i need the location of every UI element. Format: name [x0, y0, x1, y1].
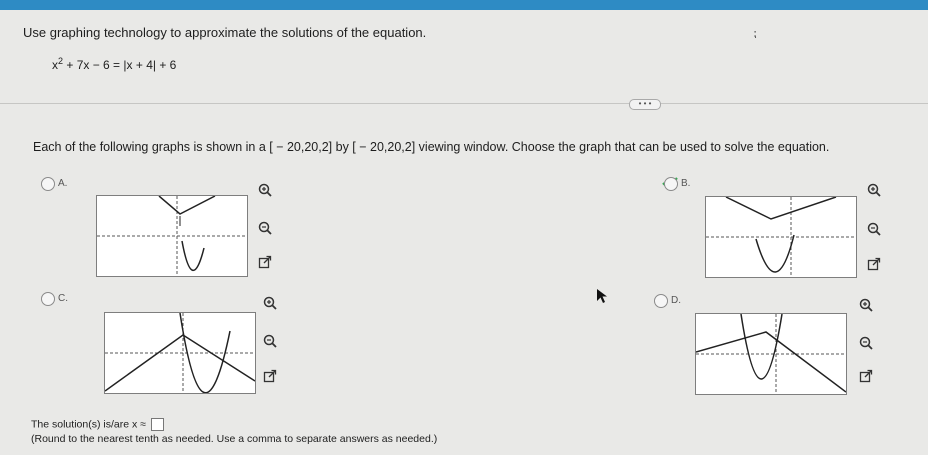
- option-a-radio[interactable]: [41, 177, 55, 191]
- graph-a-svg: [97, 196, 247, 276]
- zoom-out-icon[interactable]: [866, 221, 882, 237]
- graph-c-svg: [105, 313, 255, 393]
- option-c-graph[interactable]: [104, 312, 256, 394]
- mouse-pointer-icon: [596, 288, 608, 309]
- option-c-label: C.: [58, 293, 68, 304]
- absolute-value-curve: [696, 332, 846, 392]
- answer-input[interactable]: [151, 418, 164, 431]
- graph-b-svg: [706, 197, 856, 277]
- equation: [52, 56, 176, 72]
- more-button[interactable]: • • •: [629, 99, 661, 110]
- option-d-radio[interactable]: [654, 294, 668, 308]
- option-d-graph[interactable]: [695, 313, 847, 395]
- option-a-graph[interactable]: [96, 195, 248, 277]
- zoom-out-icon[interactable]: [858, 335, 874, 351]
- zoom-out-icon[interactable]: [257, 220, 273, 236]
- option-b-label: B.: [681, 178, 691, 189]
- absolute-value-curve: [159, 196, 215, 214]
- external-link-icon[interactable]: [262, 368, 278, 384]
- external-link-icon[interactable]: [858, 368, 874, 384]
- top-bar: [0, 0, 928, 10]
- equation-rest: + 7x − 6 = |x + 4| + 6: [66, 58, 177, 72]
- text-cursor-icon: ⁏: [753, 28, 757, 40]
- external-link-icon[interactable]: [257, 254, 273, 270]
- absolute-value-curve: [726, 197, 836, 219]
- answer-prefix: The solution(s) is/are x ≈: [31, 418, 146, 431]
- graph-d-svg: [696, 314, 846, 394]
- divider: [0, 103, 928, 104]
- option-b-graph[interactable]: [705, 196, 857, 278]
- parabola-curve: [182, 241, 204, 270]
- answer-line: [31, 418, 164, 431]
- absolute-value-curve: [105, 335, 255, 391]
- option-b-radio[interactable]: [664, 177, 678, 191]
- zoom-out-icon[interactable]: [262, 333, 278, 349]
- option-a-label: A.: [58, 178, 68, 189]
- zoom-in-icon[interactable]: [257, 182, 273, 198]
- instructions: Each of the following graphs is shown in a [ − 20,20,2] by [ − 20,20,2] viewing window. Choose the graph that can be used to solve the equation.: [33, 140, 830, 154]
- answer-hint: (Round to the nearest tenth as needed. Use a comma to separate answers as needed.): [31, 433, 438, 445]
- option-d-label: D.: [671, 295, 681, 306]
- question-prompt: Use graphing technology to approximate the solutions of the equation.: [23, 25, 427, 40]
- zoom-in-icon[interactable]: [866, 182, 882, 198]
- equation-base: x: [52, 58, 58, 72]
- equation-exponent: 2: [58, 56, 64, 66]
- parabola-curve: [756, 235, 794, 272]
- external-link-icon[interactable]: [866, 256, 882, 272]
- zoom-in-icon[interactable]: [858, 297, 874, 313]
- zoom-in-icon[interactable]: [262, 295, 278, 311]
- option-c-radio[interactable]: [41, 292, 55, 306]
